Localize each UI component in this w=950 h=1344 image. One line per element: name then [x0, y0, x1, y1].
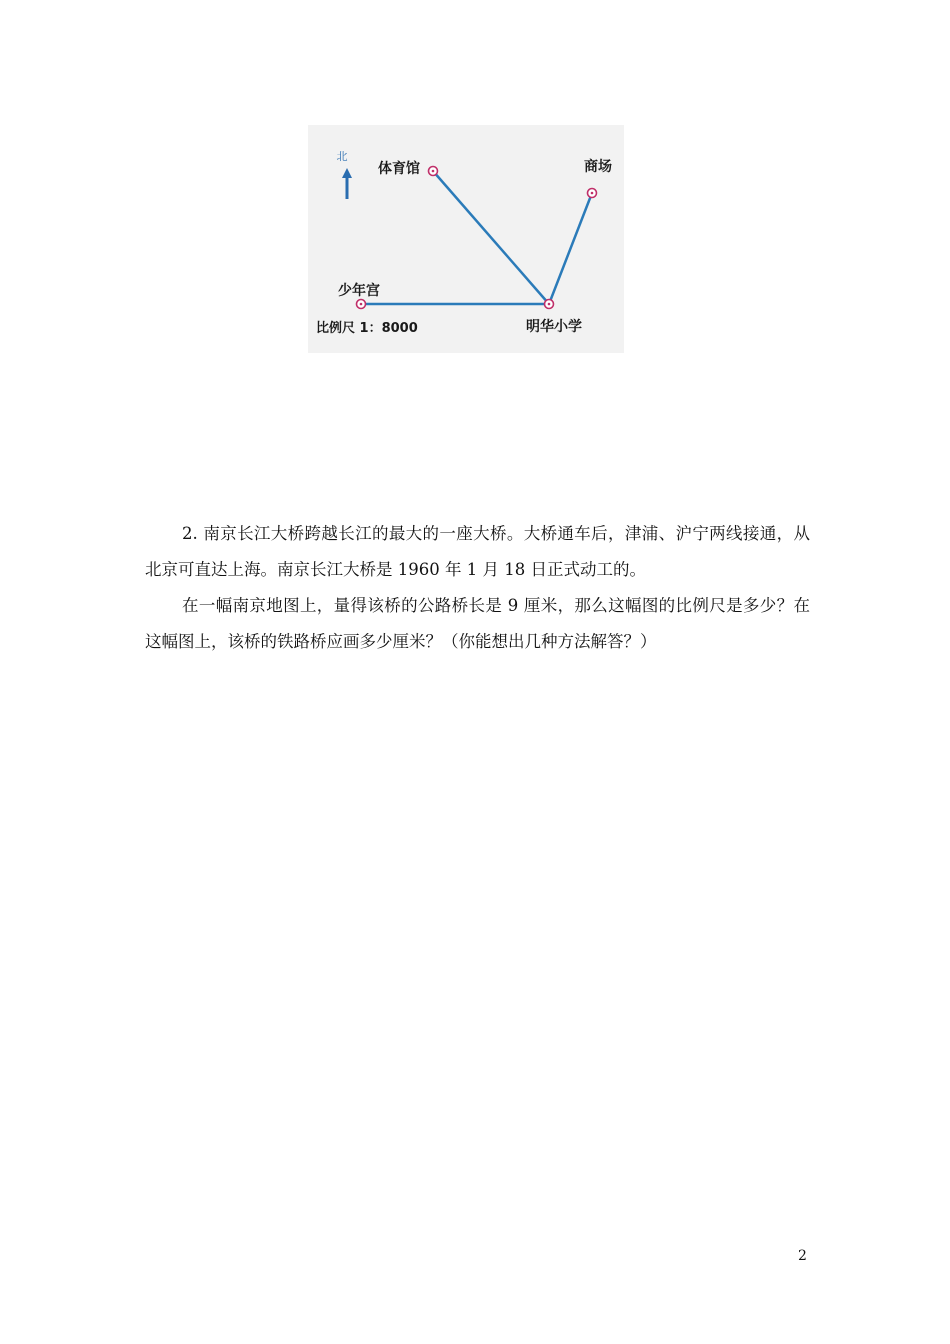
point-gym	[429, 167, 438, 176]
question-text-2: 在一幅南京地图上，量得该桥的公路桥长是 9 厘米，那么这幅图的比例尺是多少？在这幅图上，该桥的铁路桥应画多少厘米？（你能想出几种方法解答？）	[145, 596, 810, 651]
label-youth-palace: 少年宫	[338, 283, 380, 299]
route-map	[308, 125, 624, 353]
label-school: 明华小学	[526, 319, 582, 335]
label-mall: 商场	[584, 159, 612, 175]
question-paragraph-2	[145, 588, 810, 660]
page-number: 2	[798, 1248, 807, 1264]
question-text-1: 2. 南京长江大桥跨越长江的最大的一座大桥。大桥通车后，津浦、沪宁两线接通，从北京可直达上海。南京长江大桥是 1960 年 1 月 18 日正式动工的。	[145, 524, 810, 579]
label-gym: 体育馆	[378, 161, 420, 177]
point-mall	[588, 189, 597, 198]
scale-label: 比例尺 1：8000	[316, 321, 418, 336]
point-youth-palace	[357, 300, 366, 309]
north-label: 北	[336, 150, 348, 163]
point-school	[545, 300, 554, 309]
route-map-figure	[308, 125, 624, 353]
question-paragraph-1	[145, 516, 810, 588]
